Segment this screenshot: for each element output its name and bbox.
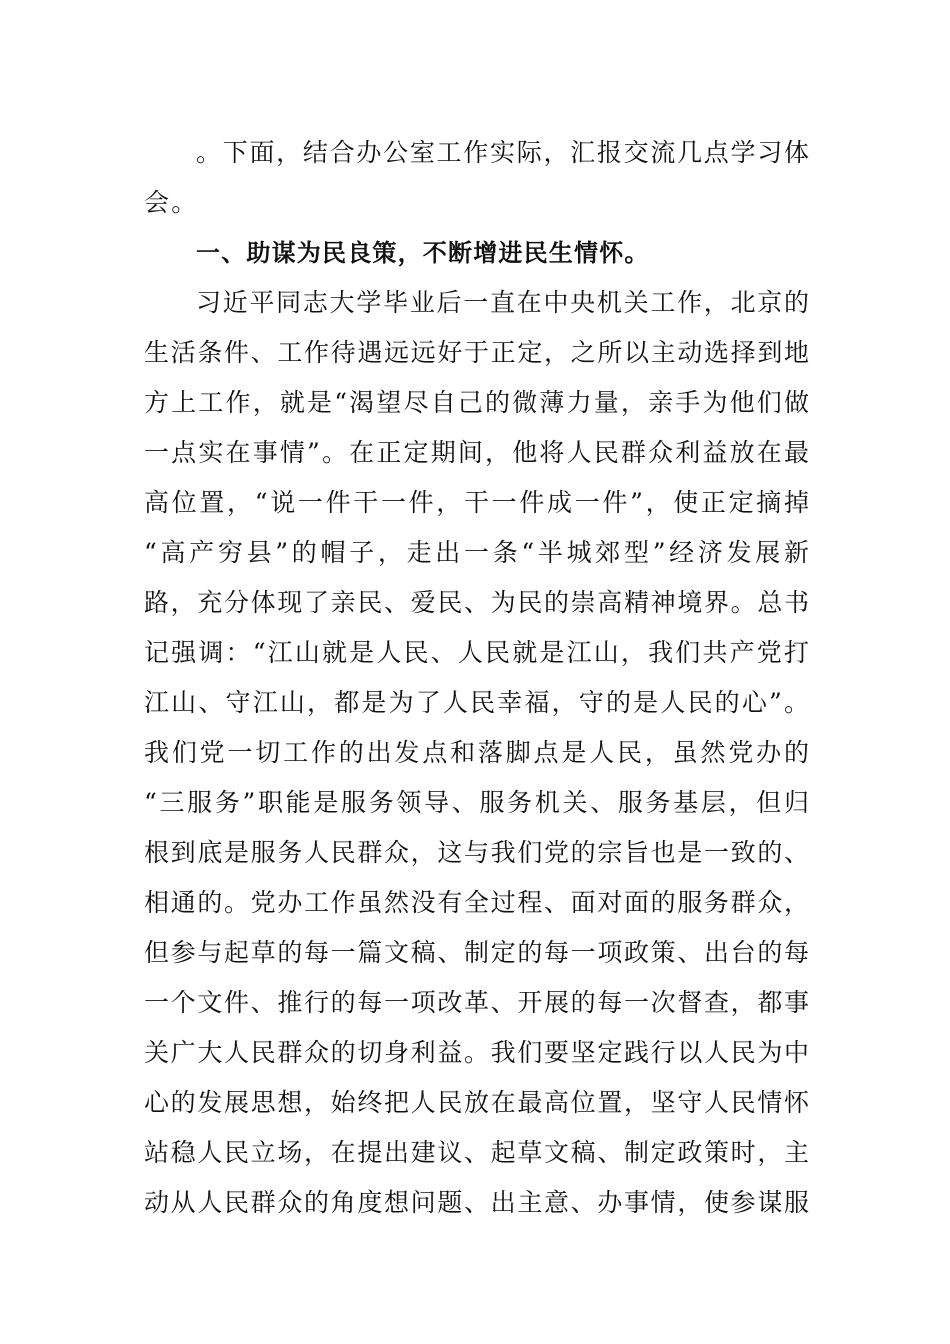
paragraph-line: 相通的。党办工作虽然没有全过程、面对面的服务群众， [144,888,809,917]
paragraph-line: 关广大人民群众的切身利益。我们要坚定践行以人民为中 [144,1038,809,1067]
paragraph-line: 记强调：“江山就是人民、人民就是江山，我们共产党打 [144,638,809,667]
paragraph-line: 动从人民群众的角度想问题、出主意、办事情，使参谋服 [144,1188,809,1217]
intro-line: 会。 [144,188,199,217]
paragraph-line: 方上工作，就是“渴望尽自己的微薄力量，亲手为他们做 [144,388,809,417]
paragraph-line: “高产穷县”的帽子，走出一条“半城郊型”经济发展新 [144,538,809,567]
paragraph-line: 一个文件、推行的每一项改革、开展的每一次督查，都事 [144,988,809,1017]
paragraph-line: 江山、守江山，都是为了人民幸福，守的是人民的心”。 [144,688,809,717]
document-body [144,128,809,1228]
paragraph-line: “三服务”职能是服务领导、服务机关、服务基层，但归 [144,788,809,817]
paragraph-line: 习近平同志大学毕业后一直在中央机关工作，北京的 [196,288,809,317]
paragraph-line: 一点实在事情”。在正定期间，他将人民群众利益放在最 [144,438,809,467]
paragraph-line: 高位置，“说一件干一件，干一件成一件”，使正定摘掉 [144,488,809,517]
paragraph-line: 根到底是服务人民群众，这与我们党的宗旨也是一致的、 [144,838,809,867]
intro-line: 。下面，结合办公室工作实际，汇报交流几点学习体 [196,138,809,167]
paragraph-line: 但参与起草的每一篇文稿、制定的每一项政策、出台的每 [144,938,809,967]
paragraph-line: 生活条件、工作待遇远远好于正定，之所以主动选择到地 [144,338,809,367]
section-heading: 一、助谋为民良策，不断增进民生情怀。 [196,239,650,267]
paragraph-line: 站稳人民立场，在提出建议、起草文稿、制定政策时，主 [144,1138,809,1167]
paragraph-line: 心的发展思想，始终把人民放在最高位置，坚守人民情怀 [144,1088,809,1117]
paragraph-line: 路，充分体现了亲民、爱民、为民的崇高精神境界。总书 [144,588,809,617]
paragraph-line: 我们党一切工作的出发点和落脚点是人民，虽然党办的 [144,738,809,767]
